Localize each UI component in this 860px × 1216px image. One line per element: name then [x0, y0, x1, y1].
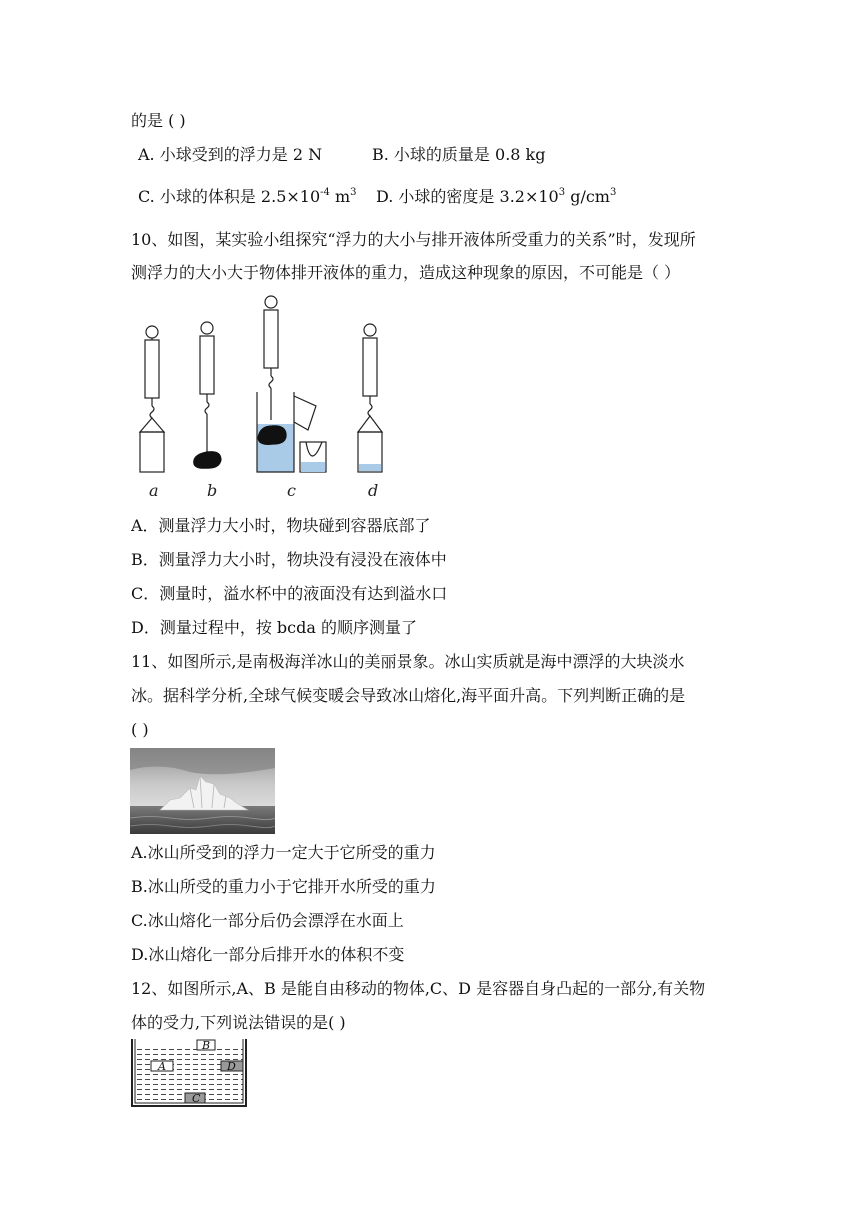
- figure-label-c: c: [287, 481, 296, 500]
- label-b: B: [202, 1039, 211, 1052]
- q9-stem-tail: 的是 ( ): [131, 111, 186, 130]
- label-c: C: [192, 1092, 201, 1105]
- q9-option-d: [376, 186, 616, 208]
- q10-option-a: A．测量浮力大小时，物块碰到容器底部了: [131, 516, 431, 535]
- q12-stem-line2: 体的受力,下列说法错误的是( ): [131, 1013, 346, 1032]
- q9-option-d-unit: g/cm: [565, 187, 610, 206]
- q10-option-b: B．测量浮力大小时，物块没有浸没在液体中: [131, 550, 447, 569]
- figure-label-b: b: [207, 481, 218, 500]
- catch-beaker-c: [300, 442, 326, 472]
- overflow-cup: [257, 392, 316, 472]
- q11-option-a: A.冰山所受到的浮力一定大于它所受的重力: [131, 843, 436, 862]
- q9-option-b: B. 小球的质量是 0.8 kg: [372, 145, 546, 164]
- q10-experiment-figure: [130, 292, 400, 504]
- q11-option-c: C.冰山熔化一部分后仍会漂浮在水面上: [131, 911, 404, 930]
- figure-label-d: d: [368, 481, 379, 500]
- figure-label-a: a: [149, 481, 159, 500]
- spring-scale-d: [358, 324, 382, 472]
- label-a: A: [158, 1060, 166, 1073]
- q11-stem-line3: ( ): [131, 720, 149, 739]
- label-d: D: [227, 1060, 236, 1073]
- q12-stem-line1: 12、如图所示,A、B 是能自由移动的物体,C、D 是容器自身凸起的一部分,有关物: [131, 979, 706, 998]
- iceberg-photo: [130, 748, 275, 834]
- q9-option-c-exponent: -4: [320, 187, 330, 198]
- q9-option-c-text: C. 小球的体积是 2.5×10: [138, 187, 321, 206]
- spring-scale-b: [194, 322, 221, 468]
- q10-stem-line2: 测浮力的大小大于物体排开液体的重力，造成这种现象的原因，不可能是（ ）: [131, 263, 681, 282]
- q11-option-d: D.冰山熔化一部分后排开水的体积不变: [131, 945, 405, 964]
- spring-scale-a: [140, 326, 164, 472]
- spring-scale-c: [264, 296, 278, 420]
- q11-stem-line2: 冰。据科学分析,全球气候变暖会导致冰山熔化,海平面升高。下列判断正确的是: [131, 686, 686, 705]
- q9-option-c: [138, 186, 357, 208]
- q10-stem-line1: 10、如图，某实验小组探究“浮力的大小与排开液体所受重力的关系”时，发现所: [131, 230, 696, 249]
- q9-option-d-exponent: 3: [558, 187, 566, 198]
- q11-stem-line1: 11、如图所示,是南极海洋冰山的美丽景象。冰山实质就是海中漂浮的大块淡水: [131, 652, 685, 671]
- q10-option-c: C．测量时，溢水杯中的液面没有达到溢水口: [131, 584, 448, 603]
- q12-container-figure: [129, 1037, 251, 1109]
- q9-option-d-text: D. 小球的密度是 3.2×10: [376, 187, 559, 206]
- q11-option-b: B.冰山所受的重力小于它排开水所受的重力: [131, 877, 436, 896]
- q9-option-a: A. 小球受到的浮力是 2 N: [138, 145, 323, 164]
- q9-option-c-unit-exponent: 3: [350, 187, 357, 198]
- q9-option-d-unit-exponent: 3: [609, 187, 617, 198]
- q9-option-c-unit: m: [329, 187, 351, 206]
- q10-option-d: D．测量过程中，按 bcda 的顺序测量了: [131, 618, 417, 637]
